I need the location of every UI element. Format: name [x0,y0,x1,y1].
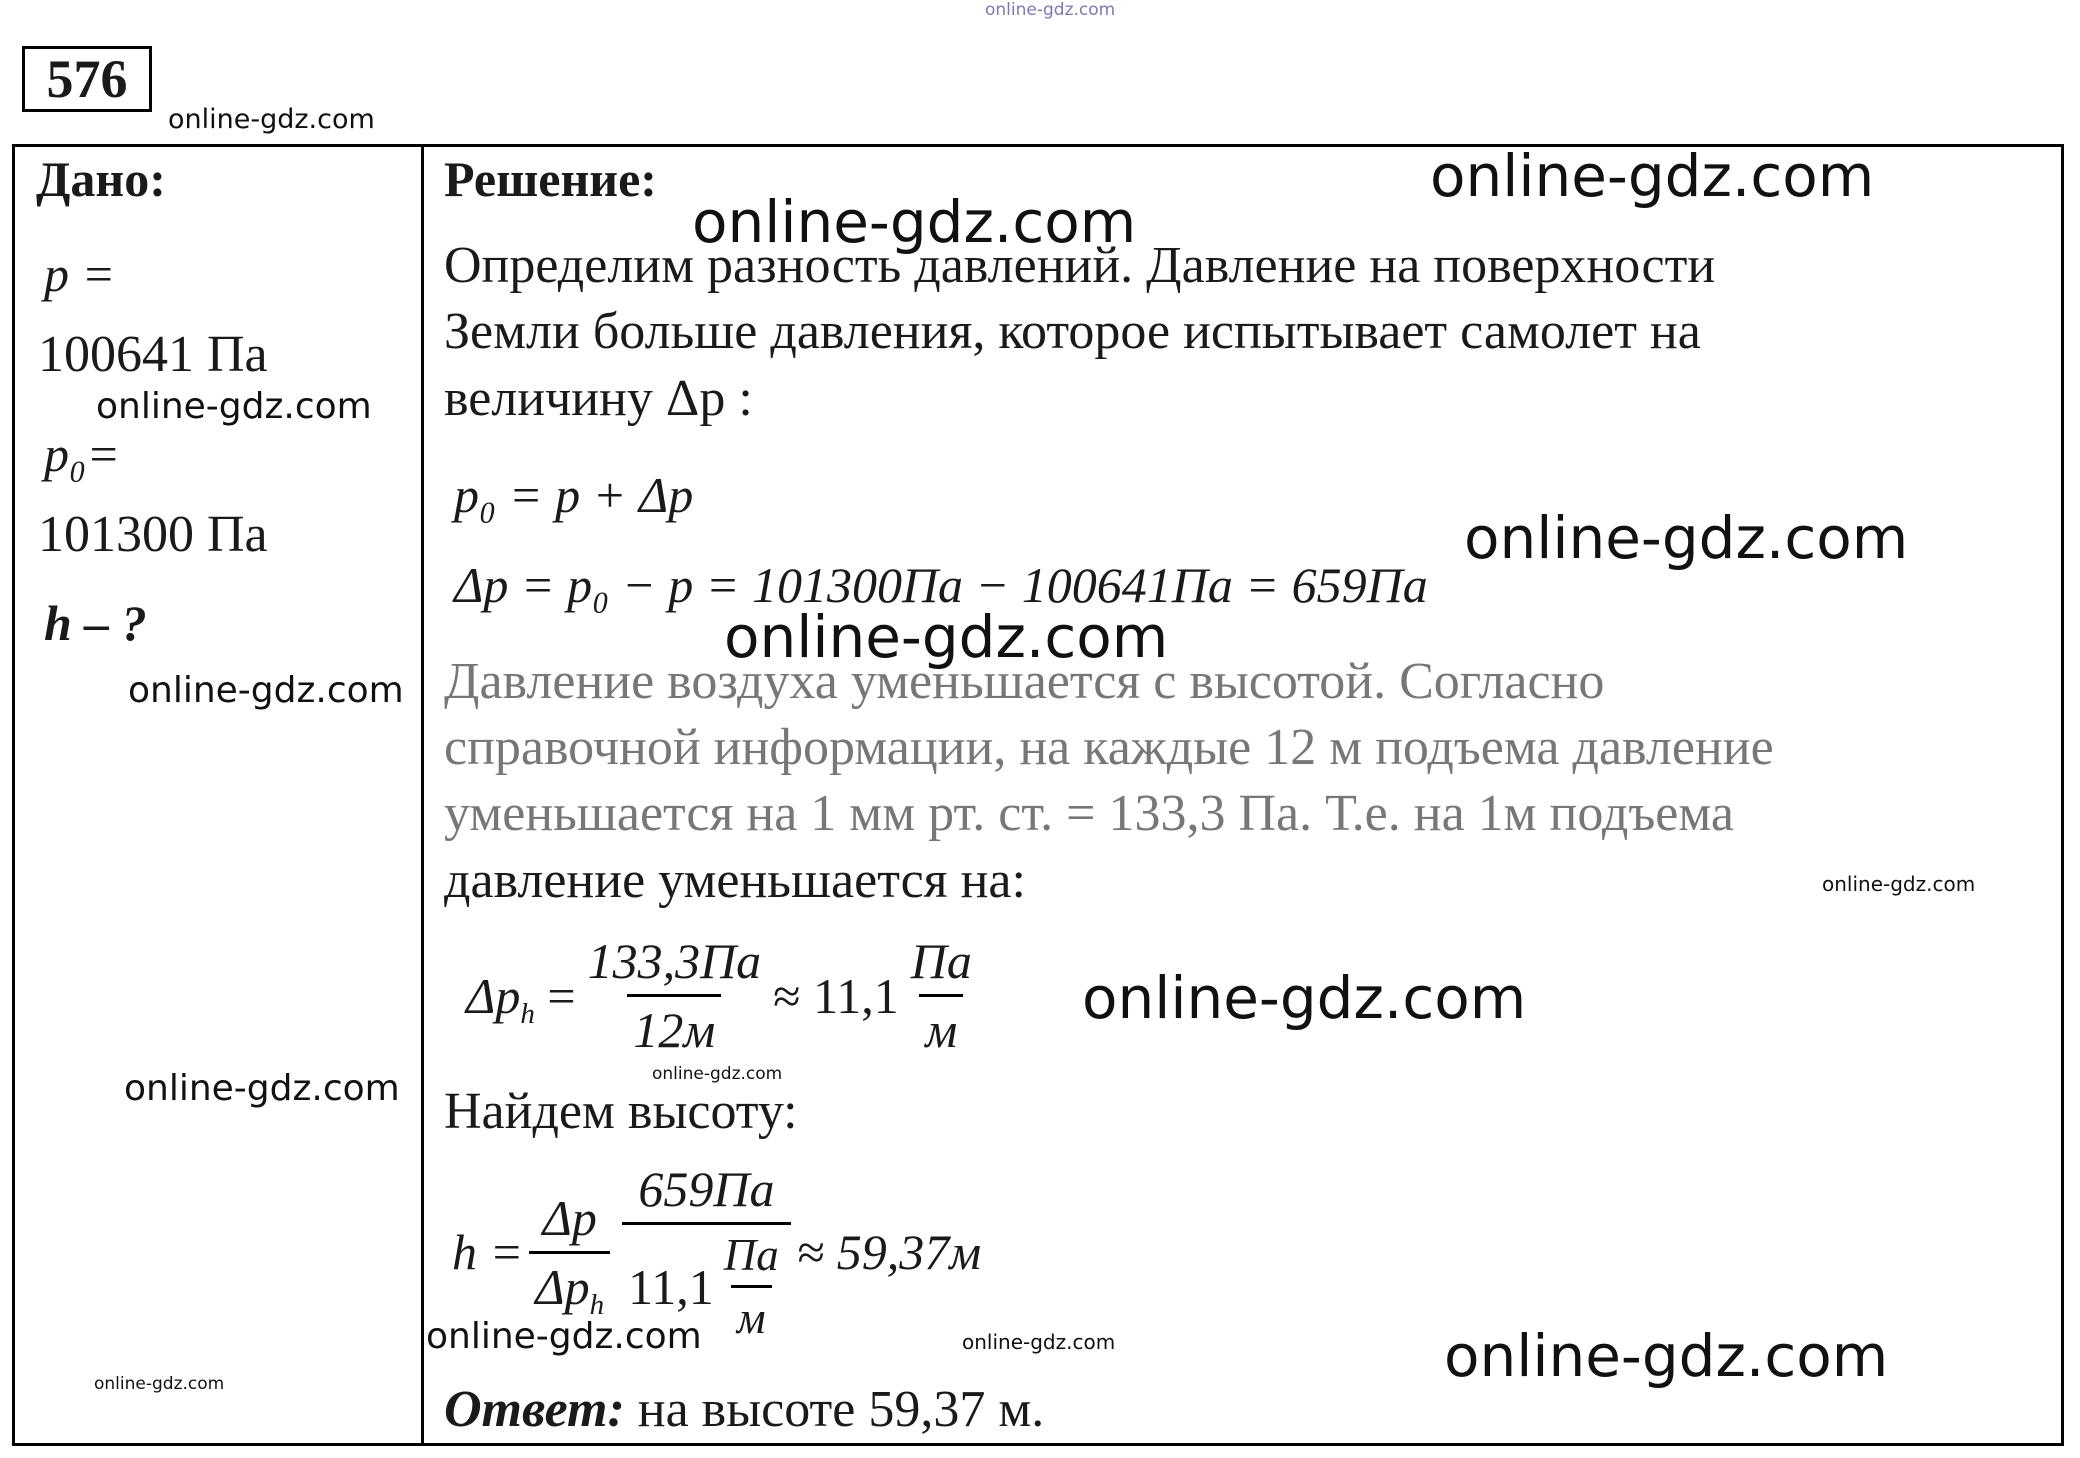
equation-4: h = $\frac{\Delta p}{\Delta p_h}$ 659Па 11,1 $\frac{Па}{м}$ ≈ 59,37м [452,1161,982,1343]
watermark: online-gdz.com [96,386,372,427]
para1-line1: Определим разность давлений. Давление на поверхности [444,237,1716,294]
watermark: online-gdz.com [94,1374,225,1394]
find-height-text: Найдем высоту: [444,1083,798,1140]
column-divider [421,144,424,1446]
solution-heading: Решение: [444,151,657,207]
para1-line2: Земли больше давления, которое испытывает самолет на [444,303,1701,360]
problem-number: 576 [22,46,152,112]
given-heading: Дано: [36,151,166,207]
para2-line4: давление уменьшается на: [444,852,1026,909]
watermark: online-gdz.com [692,188,1137,256]
para2-line1: Давление воздуха уменьшается с высотой. Согласно [444,653,1605,710]
para2-line3: уменьшается на 1 мм рт. ст. = 133,3 Па. Т.е. на 1м подъема [444,785,1734,842]
watermark: online-gdz.com [1464,504,1909,572]
equation-1: p₀ = p + Δp [454,467,694,523]
eq3-fraction: $\frac{133,3Па}{12м}$ [587,933,762,1058]
watermark: online-gdz.com [426,1316,702,1357]
answer: Ответ: на высоте 59,37 м. [444,1381,1045,1438]
watermark: online-gdz.com [124,1068,400,1109]
given-p-label: p = [44,246,116,302]
watermark: online-gdz.com [1822,872,1976,896]
given-p0-label: p₀= [44,426,121,482]
watermark: online-gdz.com [1444,1322,1889,1390]
eq4-fraction-1: $\frac{\Delta p}{\Delta p_h}$ [529,1189,610,1316]
para1-line3: величину Δp : [444,370,753,427]
equation-2: Δp = p₀ − p = 101300Па − 100641Па = 659Па [454,557,1428,613]
eq4-fraction-2: 659Па 11,1 $\frac{Па}{м}$ [622,1160,791,1344]
given-p0-value: 101300 Па [38,506,268,563]
watermark: online-gdz.com [985,0,1116,20]
watermark: online-gdz.com [962,1330,1116,1354]
watermark: online-gdz.com [128,670,404,711]
para2-line2: справочной информации, на каждые 12 м подъема давление [444,719,1774,776]
watermark: online-gdz.com [652,1064,783,1084]
watermark: online-gdz.com [168,104,375,135]
watermark: online-gdz.com [1082,964,1527,1032]
equation-3: $\Delta p_h$ = $\frac{133,3Па}{12м}$ ≈ 11,1 $\frac{Па}{м}$ [466,932,984,1059]
watermark: online-gdz.com [724,603,1169,671]
eq3-unit-fraction: $\frac{Па}{м}$ [910,933,972,1058]
watermark: online-gdz.com [1430,142,1875,210]
given-p-value: 100641 Па [38,326,268,383]
given-unknown: h – ? [44,595,147,651]
